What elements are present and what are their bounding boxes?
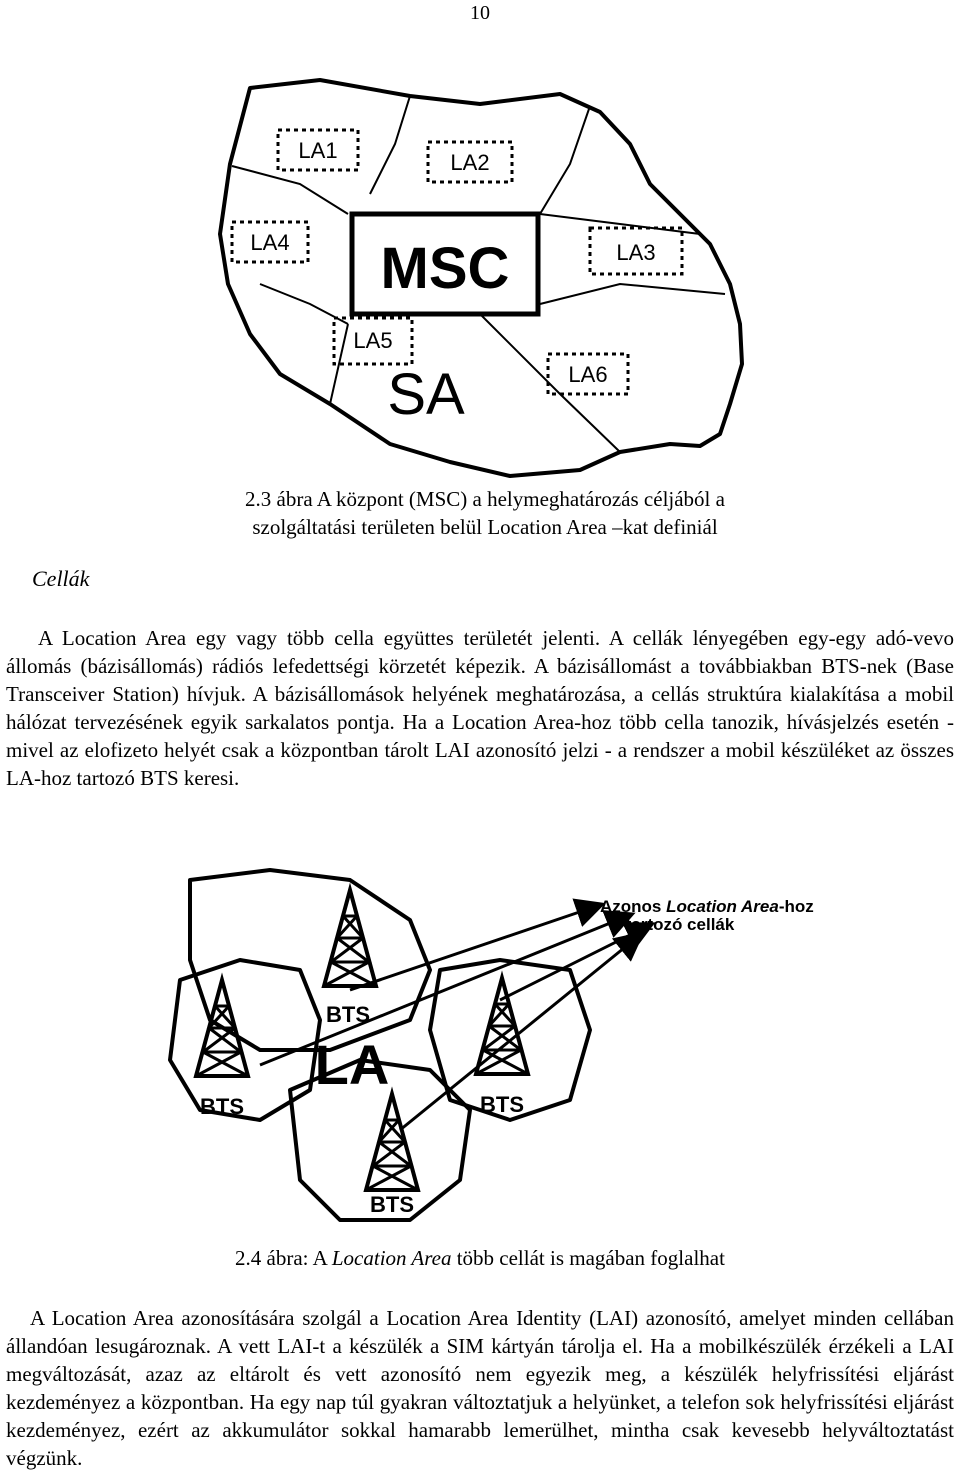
sa-label: SA — [387, 362, 465, 427]
callout-line-1: Azonos Location Area-hoz — [600, 897, 814, 916]
cell-shape-top — [190, 870, 430, 1050]
la2-label: LA2 — [450, 150, 490, 175]
callout-line-2: tartozó cellák — [625, 915, 735, 934]
la3-label: LA3 — [616, 240, 656, 265]
figure-caption-2-4: 2.4 ábra: A Location Area több cellát is magában foglalhat — [235, 1246, 725, 1270]
bts-tower-icon — [324, 890, 376, 986]
caption-line: 2.3 ábra A központ (MSC) a helymeghatározás céljából a — [245, 487, 725, 511]
la6-label: LA6 — [568, 362, 608, 387]
bts-tower-icon — [196, 980, 248, 1076]
page-number: 10 — [470, 2, 490, 24]
bts-tower-icon — [476, 978, 528, 1074]
location-area-figure — [150, 860, 870, 1235]
cell-border — [370, 96, 410, 194]
la1-label: LA1 — [298, 138, 338, 163]
bts-label-top: BTS — [326, 1002, 370, 1027]
la5-label: LA5 — [353, 328, 393, 353]
figure-caption-2-3 — [140, 485, 830, 541]
cell-border — [540, 214, 700, 234]
bts-label-left: BTS — [200, 1094, 244, 1119]
cell-border — [232, 166, 348, 214]
side-label-cellak: Cellák — [32, 566, 90, 591]
service-area-map — [180, 74, 780, 480]
bts-tower-icon — [366, 1094, 418, 1190]
bts-label-right: BTS — [480, 1092, 524, 1117]
la-label: LA — [314, 1033, 390, 1096]
la4-label: LA4 — [250, 230, 290, 255]
cell-border — [540, 284, 725, 304]
paragraph-cells: A Location Area egy vagy több cella együttes területét jelenti. A cellák lényegében egy-egy adó-vevo állomás (bázisállomás) rádiós lefedettségi körzetét képezik. A bázisállomást a továbbiakban BTS-nek (Base Transceiver Station) hívjuk. A bázisállomások helyének meghatározása, a cellás struktúra kialakítása a mobil hálózat tervezésének egyik sarkalatos pontja. Ha a Location Area-hoz több cella tanozik, hívásjelzés esetén - mivel az elofizeto helyét csak a központban tárolt LAI azonosító jelzi - a rendszer a mobil készüléket az összes LA-hoz tartozó BTS keresi. — [6, 626, 954, 790]
caption-line: szolgáltatási területen belül Location Area –kat definiál — [252, 515, 718, 539]
paragraph-lai: A Location Area azonosítására szolgál a Location Area Identity (LAI) azonosító, amelyet minden cellában állandóan lesugároznak. A vett LAI-t a készülék a SIM kártyán tárolja el. Ha a mobilkészülék érzékeli a LAI megváltozását, azaz az eltárolt és vett azonosító nem egyezik meg, a készülék helyfrissítési eljárást kezdeményez a központban. Ha egy nap túl gyakran változtatjuk a helyünket, a telefon sok helyfrissítési eljárást kezdeményez, ezért az akkumulátor sokkal hamarabb lemerülhet, mintha csak kevesebb helyváltoztatást végzünk. — [6, 1306, 954, 1470]
bts-label-bottom: BTS — [370, 1192, 414, 1217]
cell-border — [540, 106, 590, 214]
msc-label: MSC — [380, 236, 510, 301]
